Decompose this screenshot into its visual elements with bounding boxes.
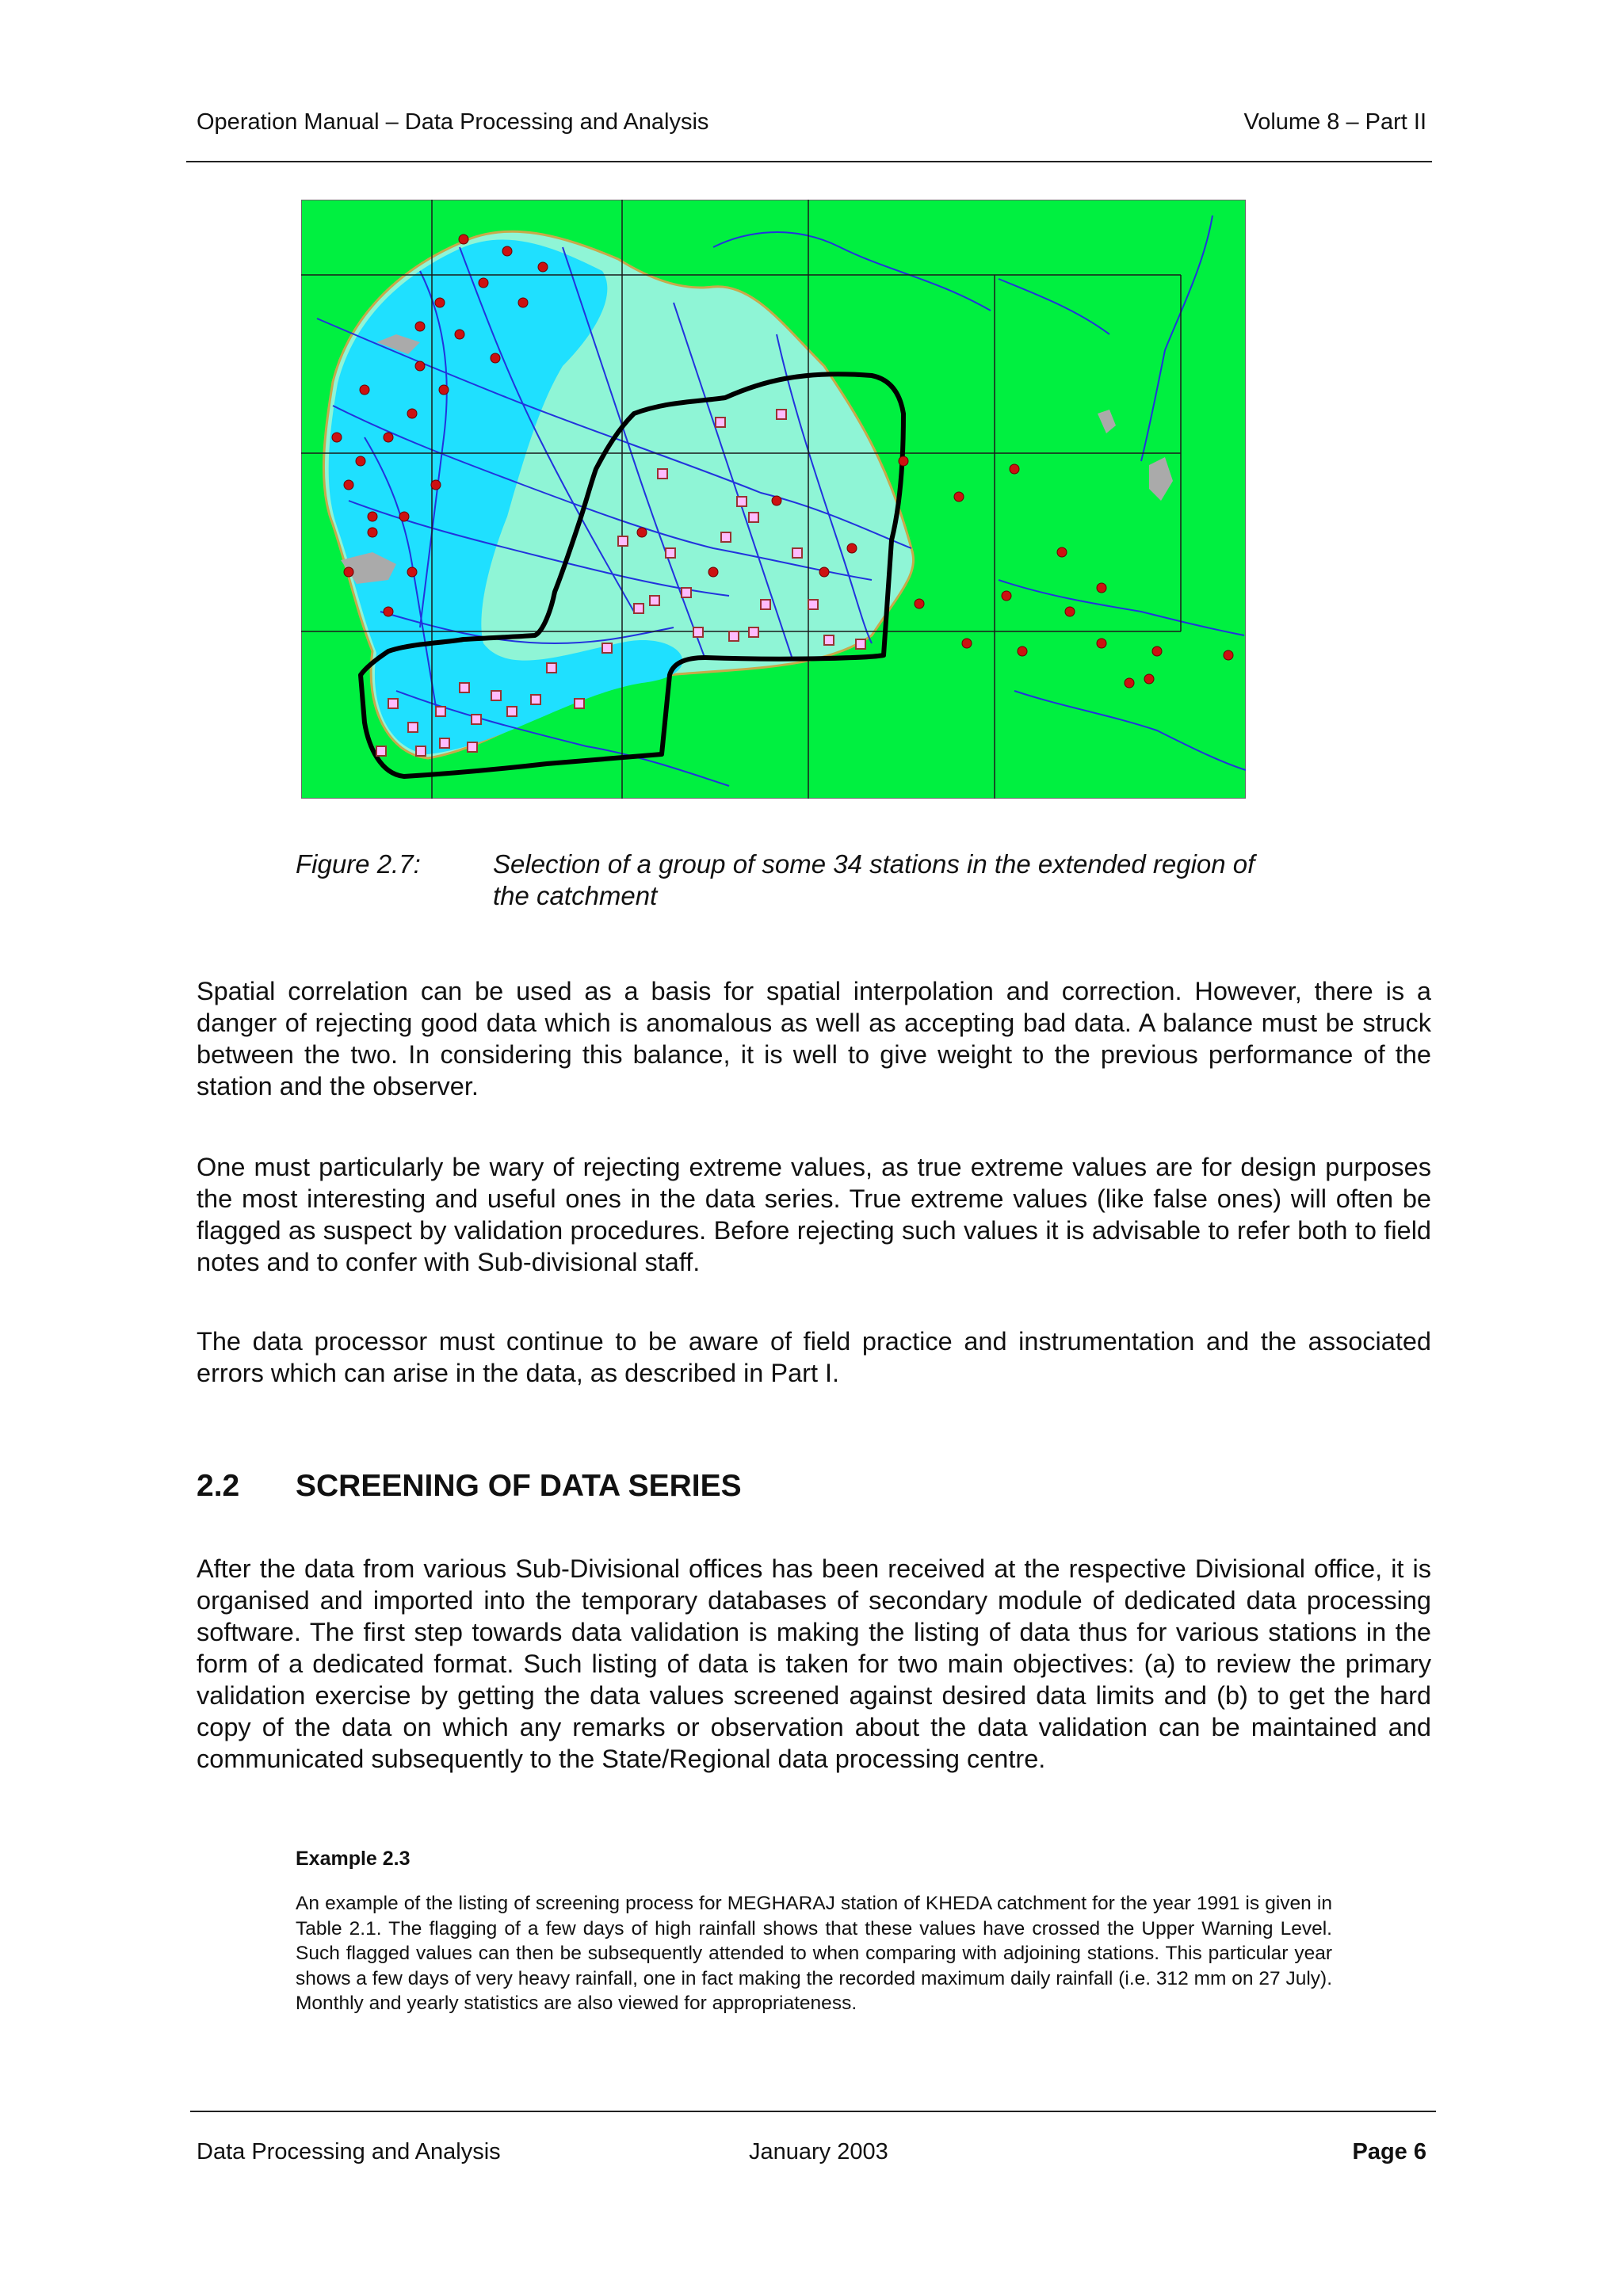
example-title: Example 2.3 [296, 1848, 411, 1870]
figure-caption-line-2: the catchment [493, 881, 658, 910]
running-header-volume: Volume 8 – Part II [1243, 109, 1426, 135]
paragraph-extreme-values: One must particularly be wary of rejecting extreme values, as true extreme values are for design purposes the most interesting and useful ones in the data series. True extreme values (like false ones) will often be flagged as suspect by validation procedures. Before rejecting such values it is advisable to refer both to field notes and to confer with Sub-divisional staff. [197, 1153, 1431, 1276]
figure-caption-line-1: Selection of a group of some 34 stations in the extended region of [493, 849, 1255, 879]
header-rule [186, 161, 1432, 162]
page-number: Page 6 [1352, 2139, 1426, 2164]
section-title: SCREENING OF DATA SERIES [296, 1469, 742, 1503]
footer-title: Data Processing and Analysis [197, 2139, 501, 2164]
paragraph-field-practice: The data processor must continue to be aware of field practice and instrumentation and the associated errors which can arise in the data, as described in Part I. [197, 1327, 1431, 1387]
paragraph-spatial-correlation: Spatial correlation can be used as a basis for spatial interpolation and correction. However, there is a danger of rejecting good data which is anomalous as well as accepting bad data. A balance must be struck between the two. In considering this balance, it is well to give weight to the previous performance of the station and the observer. [197, 977, 1431, 1100]
figure-label: Figure 2.7: [296, 849, 421, 879]
example-body: An example of the listing of screening process for MEGHARAJ station of KHEDA catchment for the year 1991 is given in Table 2.1. The flagging of a few days of high rainfall shows that these values have crossed the Upper Warning Level. Such flagged values can then be subsequently attended to when comparing with adjoining stations. This particular year shows a few days of very heavy rainfall, one in fact making the recorded maximum daily rainfall (i.e. 312 mm on 27 July). Monthly and yearly statistics are also viewed for appropriateness. [296, 1893, 1332, 2014]
footer-date: January 2003 [749, 2139, 888, 2164]
catchment-map-figure [301, 200, 1246, 799]
footer-rule [190, 2111, 1436, 2112]
running-header-title: Operation Manual – Data Processing and Analysis [197, 109, 709, 135]
paragraph-screening: After the data from various Sub-Divisional offices has been received at the respective Divisional office, it is organised and imported into the temporary databases of secondary module of dedicated data processing software. The first step towards data validation is making the listing of data thus for various stations in the form of a dedicated format. Such listing of data is taken for two main objectives: (a) to review the primary validation exercise by getting the data values screened against desired data limits and (b) to get the hard copy of the data on which any remarks or observation about the data validation can be maintained and communicated subsequently to the State/Regional data processing centre. [197, 1554, 1431, 1773]
section-number: 2.2 [197, 1469, 240, 1503]
